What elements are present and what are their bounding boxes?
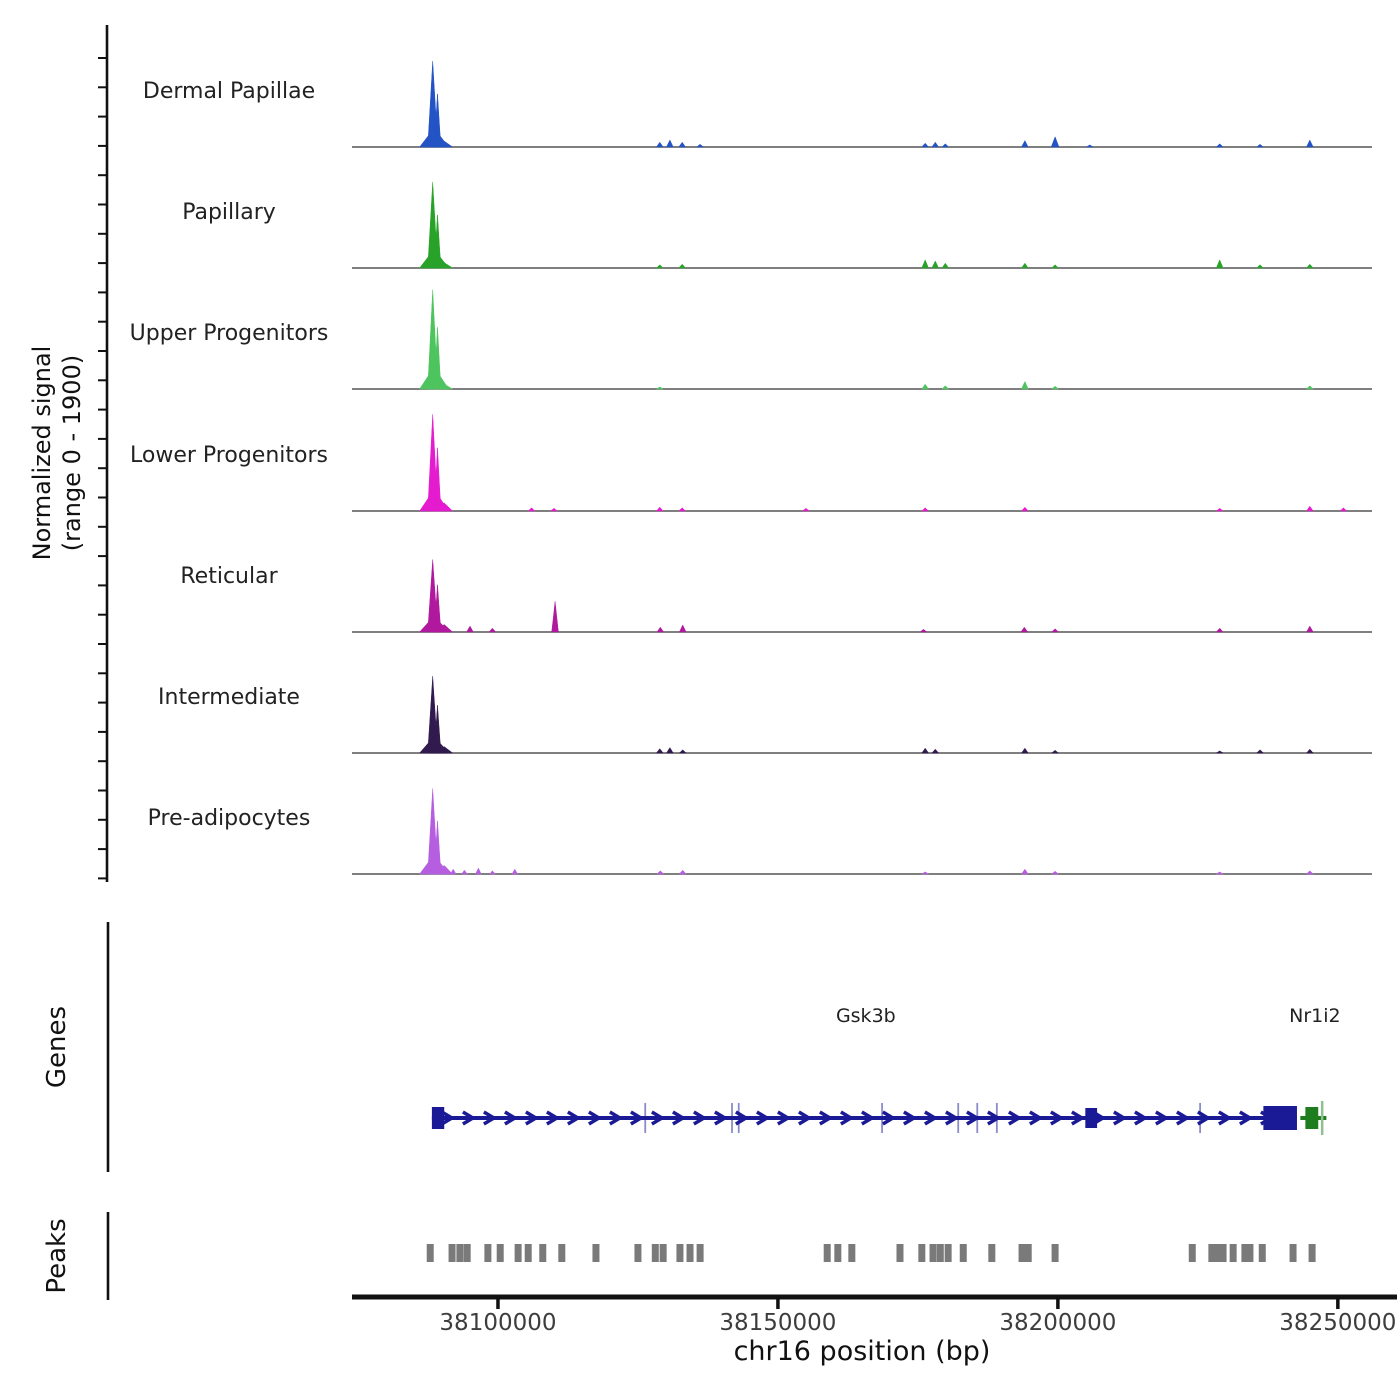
exon-box-nr1i2 <box>1305 1107 1318 1129</box>
peak-mark <box>1246 1244 1253 1262</box>
track-label-pre-adipocytes: Pre-adipocytes <box>147 806 311 832</box>
signal-area-lower-progenitors <box>420 414 1347 511</box>
peak-mark <box>1019 1244 1026 1262</box>
x-tick-label: 38200000 <box>999 1310 1117 1336</box>
signal-area-intermediate <box>420 676 1314 753</box>
signal-track-reticular <box>352 522 1372 634</box>
track-label-papillary: Papillary <box>182 200 276 226</box>
x-axis-title: chr16 position (bp) <box>733 1336 991 1367</box>
x-tick-label: 38100000 <box>439 1310 557 1336</box>
exon-box-gsk3b <box>1085 1108 1097 1128</box>
signal-track-papillary <box>352 158 1372 270</box>
y-axis-label-line1: Normalized signal <box>28 345 56 561</box>
signal-area-upper-progenitors <box>420 290 1314 389</box>
track-label-upper-progenitors: Upper Progenitors <box>129 321 329 347</box>
peak-mark <box>652 1244 659 1262</box>
peak-mark <box>1220 1244 1227 1262</box>
signal-track-upper-progenitors <box>352 279 1372 391</box>
peak-mark <box>1189 1244 1196 1262</box>
peaks-axis-bracket <box>100 1212 114 1302</box>
peak-mark <box>1259 1244 1266 1262</box>
peak-mark <box>1052 1244 1059 1262</box>
peak-mark <box>592 1244 599 1262</box>
y-axis-label-line2: (range 0 - 1900) <box>58 354 86 552</box>
peak-mark <box>660 1244 667 1262</box>
peak-mark <box>634 1244 641 1262</box>
track-label-dermal-papillae: Dermal Papillae <box>142 79 316 104</box>
gene-models-track <box>352 1090 1372 1150</box>
signal-track-lower-progenitors <box>352 401 1372 513</box>
peaks-track <box>352 1235 1372 1275</box>
peak-mark <box>988 1244 995 1262</box>
peak-mark <box>697 1244 704 1262</box>
x-tick-label: 38150000 <box>719 1310 837 1336</box>
gene-label-nr1i2: Nr1i2 <box>1289 1005 1341 1027</box>
peak-mark <box>1025 1244 1032 1262</box>
peak-mark <box>918 1244 925 1262</box>
x-tick-label: 38250000 <box>1279 1310 1397 1336</box>
peak-mark <box>937 1244 944 1262</box>
signal-track-dermal-papillae <box>352 37 1372 149</box>
y-axis-label <box>27 153 87 753</box>
signal-track-pre-adipocytes <box>352 764 1372 876</box>
peak-mark <box>449 1244 456 1262</box>
track-label-intermediate: Intermediate <box>158 684 300 710</box>
peak-mark <box>848 1244 855 1262</box>
peak-mark <box>676 1244 683 1262</box>
peak-mark <box>427 1244 434 1262</box>
peak-mark <box>456 1244 463 1262</box>
peak-mark <box>824 1244 831 1262</box>
peak-mark <box>834 1244 841 1262</box>
signal-area-dermal-papillae <box>420 61 1314 147</box>
exon-box-gsk3b <box>432 1107 444 1129</box>
exon-box-gsk3b <box>1263 1106 1297 1130</box>
signal-track-intermediate <box>352 643 1372 755</box>
peak-mark <box>687 1244 694 1262</box>
peak-mark <box>558 1244 565 1262</box>
track-labels-column <box>105 0 353 900</box>
signal-area-reticular <box>420 559 1314 632</box>
gene-name-labels <box>352 1005 1372 1035</box>
peak-mark <box>484 1244 491 1262</box>
peak-mark <box>497 1244 504 1262</box>
peak-mark <box>515 1244 522 1262</box>
signal-area-papillary <box>420 182 1314 268</box>
track-label-reticular: Reticular <box>180 563 278 589</box>
peak-mark <box>896 1244 903 1262</box>
peaks-section-label: Peaks <box>42 1218 72 1294</box>
peak-mark <box>464 1244 471 1262</box>
peak-mark <box>525 1244 532 1262</box>
genes-axis-bracket <box>100 920 114 1174</box>
peak-mark <box>945 1244 952 1262</box>
peak-mark <box>1290 1244 1297 1262</box>
peak-mark <box>1213 1244 1220 1262</box>
peak-mark <box>960 1244 967 1262</box>
signal-tracks-area <box>352 0 1372 900</box>
signal-area-pre-adipocytes <box>420 789 1314 874</box>
genes-section-label: Genes <box>42 1005 72 1089</box>
track-label-lower-progenitors: Lower Progenitors <box>130 442 328 468</box>
gene-label-gsk3b: Gsk3b <box>835 1005 896 1027</box>
peak-mark <box>1309 1244 1316 1262</box>
peak-mark <box>539 1244 546 1262</box>
peak-mark <box>1230 1244 1237 1262</box>
peak-mark <box>930 1244 937 1262</box>
